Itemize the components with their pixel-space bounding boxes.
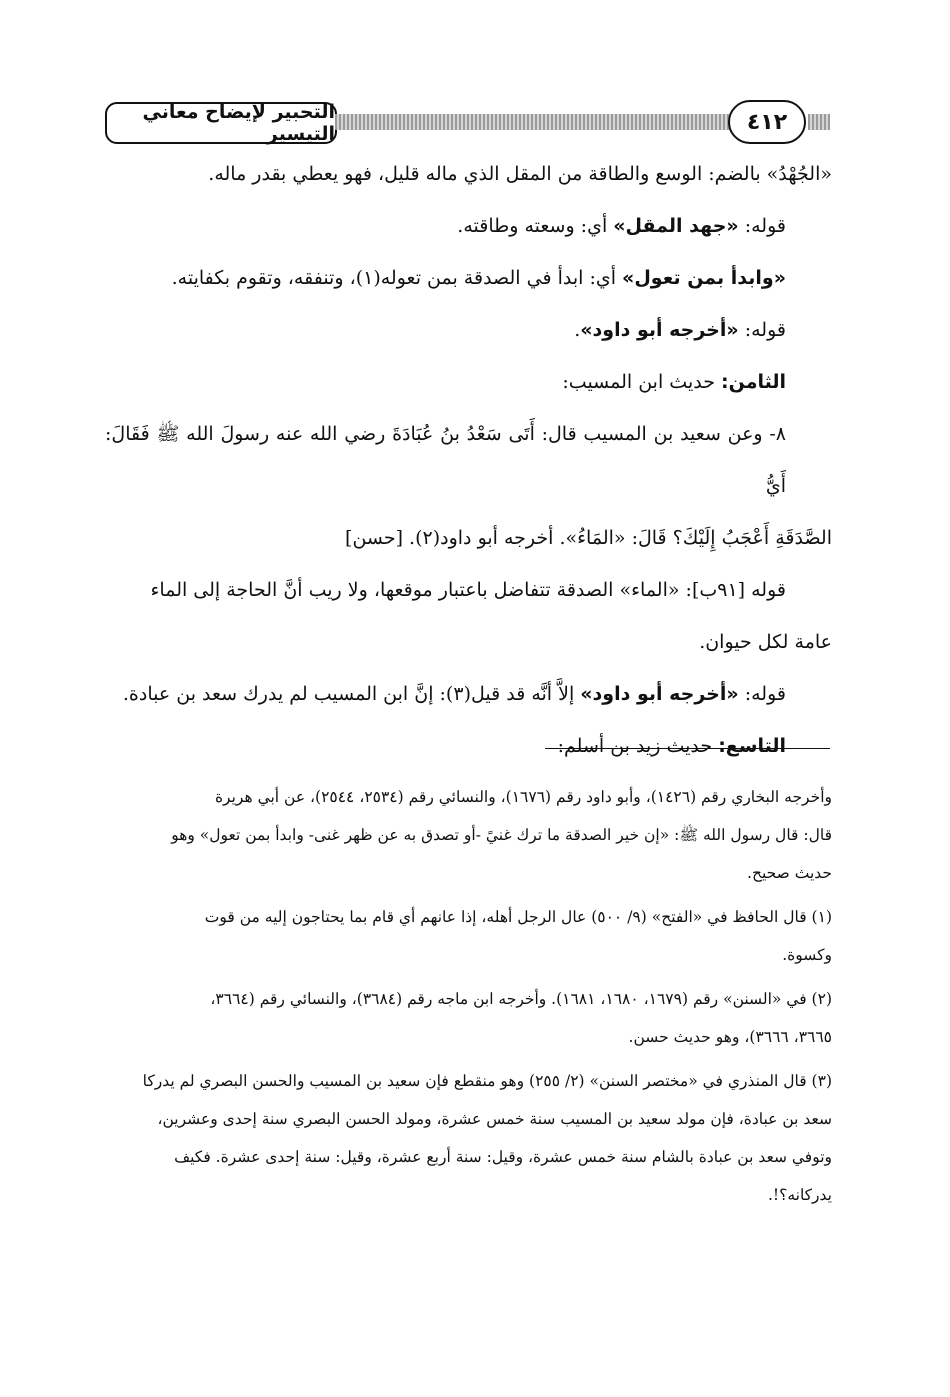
bold-phrase: «جهد المقل» xyxy=(613,215,739,237)
footnote xyxy=(105,1062,832,1214)
section-heading xyxy=(105,720,832,772)
footnote-line: (١) قال الحافظ في «الفتح» (٩/ ٥٠٠) عال الرجل أهله، إذا عانهم أي قام بما يحتاجون إليه من قوت xyxy=(204,908,832,926)
text-line: قوله [٩١ب]: «الماء» الصدقة تتفاضل باعتبار موقعها، ولا ريب أنَّ الحاجة إلى الماء xyxy=(150,579,786,601)
paragraph xyxy=(105,252,832,304)
paragraph xyxy=(105,200,832,252)
text-line: الصَّدَقَةِ أَعْجَبُ إِلَيْكَ؟ قَالَ: «المَاءُ». أخرجه أبو داود(٢). [حسن] xyxy=(345,527,832,549)
header-ornament-band xyxy=(335,114,730,130)
footnote-line: حديث صحيح. xyxy=(747,864,832,882)
text-line: قوله: «أخرجه أبو داود». xyxy=(574,319,786,341)
footnote xyxy=(105,898,832,974)
text-line: الثامن: حديث ابن المسيب: xyxy=(562,371,786,393)
bold-phrase: الثامن: xyxy=(721,371,786,393)
book-title: التحبير لإيضاح معاني التيسير xyxy=(105,102,337,144)
bold-phrase: التاسع: xyxy=(718,735,786,757)
text-line: التاسع: حديث زيد بن أسلم: xyxy=(557,735,786,757)
bold-phrase: «وابدأ بمن تعول» xyxy=(622,267,786,289)
footnote-line: وكسوة. xyxy=(782,946,832,964)
paragraph xyxy=(105,668,832,720)
footnote-line: (٢) في «السنن» رقم (١٦٧٩، ١٦٨٠، ١٦٨١). وأخرجه ابن ماجه رقم (٣٦٨٤)، والنسائي رقم (٣٦٦٤، xyxy=(210,990,832,1008)
text-line: «وابدأ بمن تعول» أي: ابدأ في الصدقة بمن تعوله(١)، وتنفقه، وتقوم بكفايته. xyxy=(171,267,786,289)
page-header xyxy=(105,100,830,148)
text-line: عامة لكل حيوان. xyxy=(699,631,832,653)
page-number: ٤١٢ xyxy=(728,100,806,144)
text-line: قوله: «أخرجه أبو داود» إلاَّ أنَّه قد قيل(٣): إنَّ ابن المسيب لم يدرك سعد بن عبادة. xyxy=(122,683,786,705)
footnote xyxy=(105,980,832,1056)
main-text xyxy=(105,148,832,772)
footnote-line: يدركانه؟!. xyxy=(767,1186,832,1204)
text-line: قوله: «جهد المقل» أي: وسعته وطاقته. xyxy=(457,215,786,237)
footnote-line: ٣٦٦٥، ٣٦٦٦)، وهو حديث حسن. xyxy=(628,1028,832,1046)
footnote-line: سعد بن عبادة، فإن مولد سعيد بن المسيب سنة خمس عشرة، ومولد الحسن البصري سنة إحدى وعشرين، xyxy=(157,1110,832,1128)
section-heading xyxy=(105,356,832,408)
footnote-line: (٣) قال المنذري في «مختصر السنن» (٢/ ٢٥٥) وهو منقطع فإن سعيد بن المسيب والحسن البصري لم يدركا xyxy=(142,1072,832,1090)
header-ornament-band-end xyxy=(808,114,830,130)
paragraph xyxy=(105,148,832,200)
footnote-line: وأخرجه البخاري رقم (١٤٢٦)، وأبو داود رقم (١٦٧٦)، والنسائي رقم (٢٥٣٤، ٢٥٤٤)، عن أبي هريرة xyxy=(214,788,832,806)
text-line: ٨- وعن سعيد بن المسيب قال: أَتَى سَعْدُ بنُ عُبَادَةَ رضي الله عنه رسولَ الله ﷺ فَقَالَ: أَيُّ xyxy=(105,423,786,497)
text-line: «الجُهْدُ» بالضم: الوسع والطاقة من المقل الذي ماله قليل، فهو يعطي بقدر ماله. xyxy=(208,163,832,185)
footnotes xyxy=(105,778,832,1220)
paragraph xyxy=(105,564,832,668)
bold-phrase: «أخرجه أبو داود» xyxy=(580,319,739,341)
footnote-separator xyxy=(545,748,830,749)
footnote-line: وتوفي سعد بن عبادة بالشام سنة خمس عشرة، وقيل: سنة أربع عشرة، وقيل: سنة إحدى عشرة. فكيف xyxy=(174,1148,832,1166)
paragraph xyxy=(105,304,832,356)
footnote xyxy=(105,778,832,892)
bold-phrase: «أخرجه أبو داود» xyxy=(580,683,739,705)
footnote-line: قال: قال رسول الله ﷺ: «إن خير الصدقة ما ترك غنيً -أو تصدق به عن ظهر غنى- وابدأ بمن تعول» وهو xyxy=(171,826,832,844)
hadith-paragraph xyxy=(105,408,832,564)
